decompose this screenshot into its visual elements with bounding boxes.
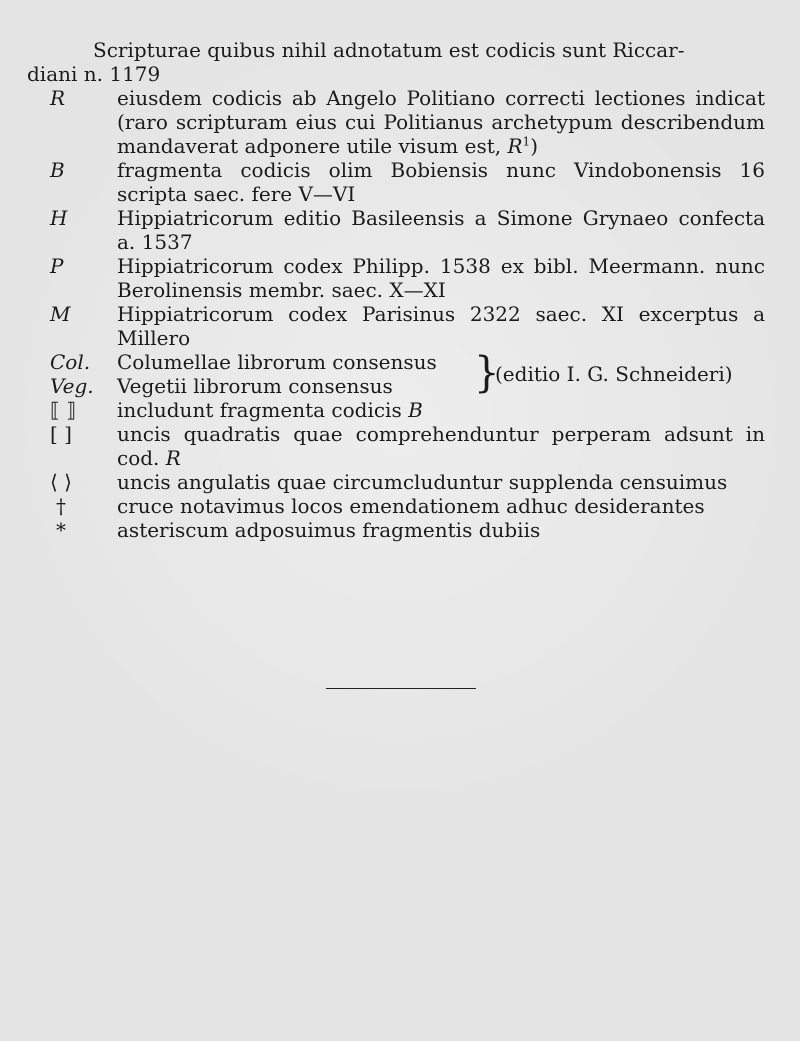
siglum-symbol: Col. xyxy=(50,350,91,374)
siglum-entry-p xyxy=(0,254,800,302)
siglum-symbol: * xyxy=(56,518,66,542)
footnote-marker: 1 xyxy=(522,134,531,149)
siglum-description: Hippiatricorum codex Philipp. 1538 ex bibl. Meermann. nunc Berolinensis membr. saec. X—XI xyxy=(117,254,765,302)
siglum-symbol: ⟨ ⟩ xyxy=(50,470,72,494)
curly-brace: } xyxy=(474,348,500,398)
siglum-description: includunt fragmenta codicis B xyxy=(117,398,423,422)
siglum-reference: B xyxy=(408,398,423,422)
brace-note: (editio I. G. Schneideri) xyxy=(495,362,733,386)
siglum-entry-dagger xyxy=(0,494,800,518)
siglum-entry-asterisk xyxy=(0,518,800,542)
siglum-symbol: R xyxy=(50,86,66,110)
siglum-symbol: B xyxy=(50,158,65,182)
brace-group-col-veg xyxy=(0,350,800,398)
siglum-description: Hippiatricorum codex Parisinus 2322 saec. XI excerptus a Millero xyxy=(117,302,765,350)
siglum-description: Vegetii librorum consensus xyxy=(117,374,393,398)
siglum-entry-r xyxy=(0,86,800,158)
siglum-description: uncis quadratis quae comprehenduntur perperam adsunt in cod. R xyxy=(117,422,765,470)
siglum-entry-square-brackets xyxy=(0,422,800,470)
siglum-symbol: M xyxy=(50,302,71,326)
siglum-description: Hippiatricorum editio Basileensis a Simone Grynaeo confecta a. 1537 xyxy=(117,206,765,254)
siglum-description: uncis angulatis quae circumcluduntur supplenda censuimus xyxy=(117,470,728,494)
siglum-description: fragmenta codicis olim Bobiensis nunc Vindobonensis 16 scripta saec. fere V—VI xyxy=(117,158,765,206)
siglum-entry-b xyxy=(0,158,800,206)
sigla-list xyxy=(0,38,800,542)
siglum-symbol: † xyxy=(56,494,66,518)
horizontal-rule xyxy=(326,688,476,689)
siglum-entry-double-brackets xyxy=(0,398,800,422)
siglum-symbol: P xyxy=(50,254,64,278)
siglum-symbol: H xyxy=(50,206,68,230)
intro-paragraph xyxy=(0,38,800,86)
siglum-description: cruce notavimus locos emendationem adhuc desiderantes xyxy=(117,494,705,518)
siglum-description: asteriscum adposuimus fragmentis dubiis xyxy=(117,518,541,542)
siglum-entry-h xyxy=(0,206,800,254)
intro-line-1: Scripturae quibus nihil adnotatum est codicis sunt Riccar- xyxy=(93,38,685,62)
intro-line-2: diani n. 1179 xyxy=(27,62,161,86)
siglum-reference: R xyxy=(165,446,181,470)
siglum-entry-angle-brackets xyxy=(0,470,800,494)
siglum-symbol: [ ] xyxy=(50,422,72,446)
siglum-description: Columellae librorum consensus xyxy=(117,350,437,374)
siglum-symbol: ⟦ ⟧ xyxy=(50,398,77,422)
siglum-reference: R xyxy=(507,134,523,158)
siglum-symbol: Veg. xyxy=(50,374,94,398)
siglum-description: eiusdem codicis ab Angelo Politiano correcti lectiones indicat (raro scripturam eius cui Politianus archetypum describendum mandaverat adponere utile visum est, $R^1$) xyxy=(117,86,765,158)
siglum-entry-m xyxy=(0,302,800,350)
